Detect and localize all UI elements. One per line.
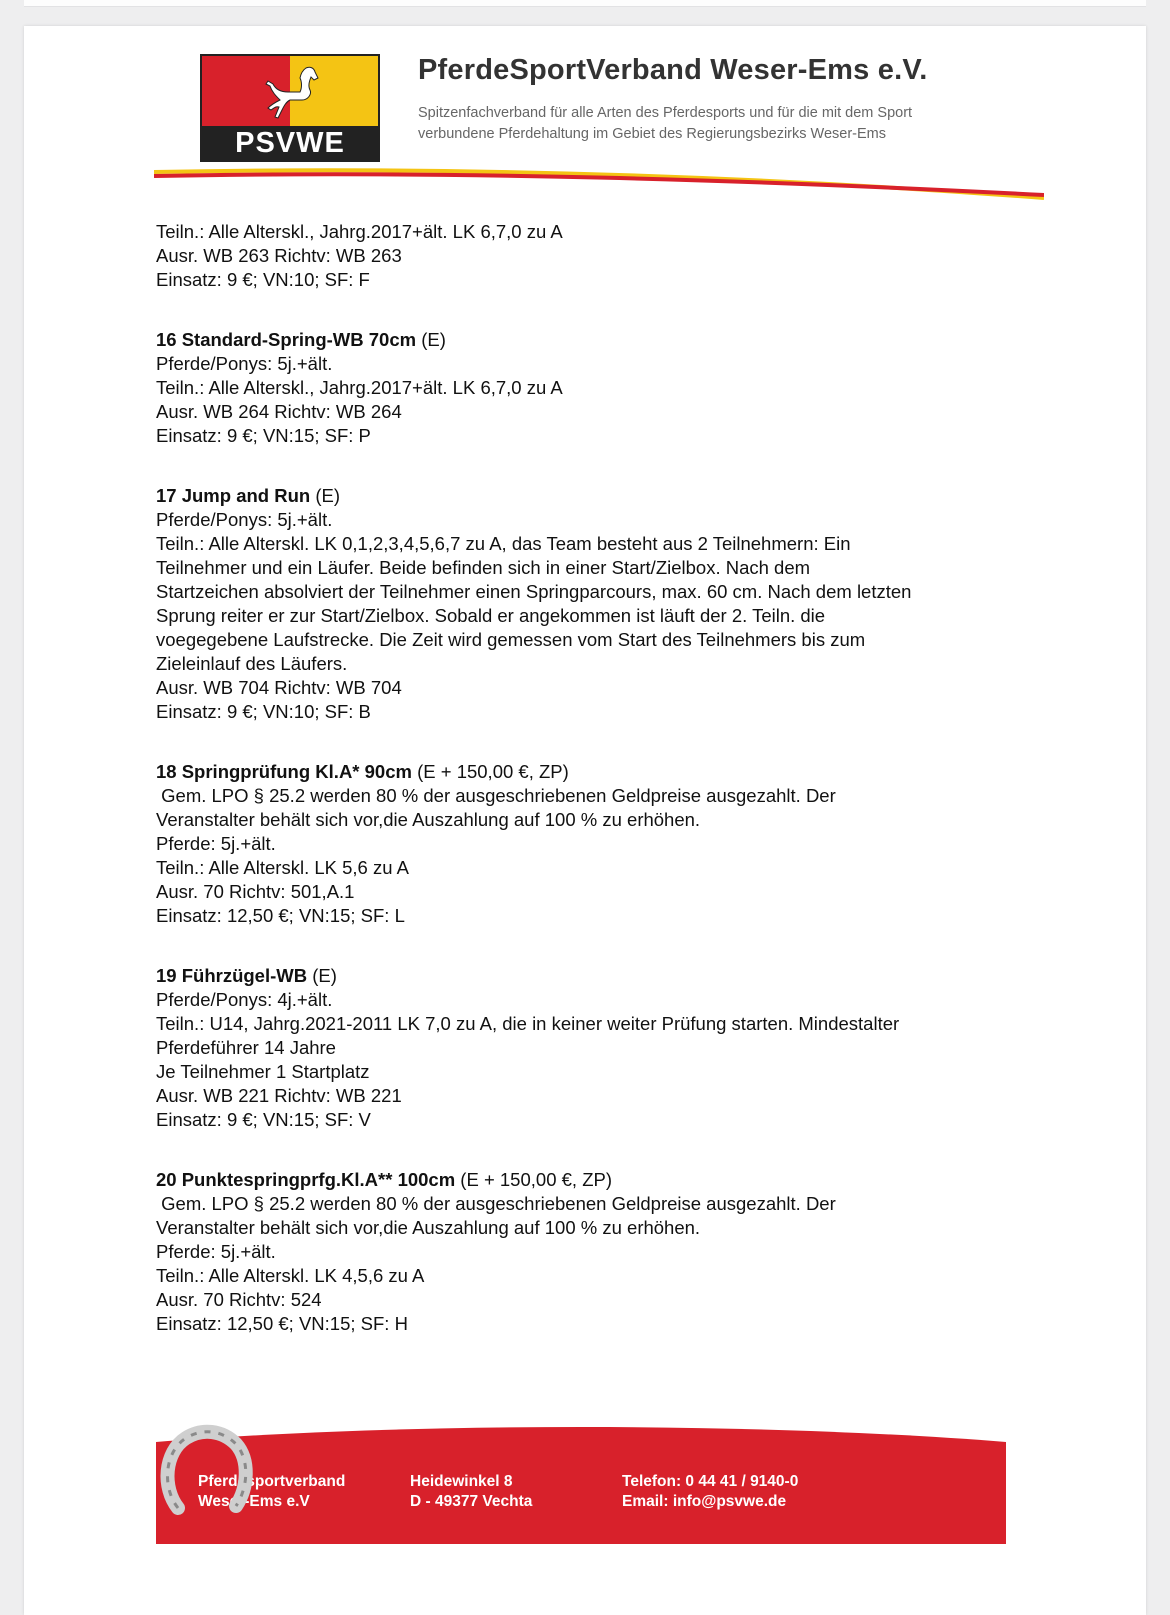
document-page xyxy=(24,26,1146,1615)
event-detail-line: Sprung reiter er zur Start/Zielbox. Sobald er angekommen ist läuft der 2. Teiln. die xyxy=(156,605,826,626)
footer-org-line-2: Weser-Ems e.V xyxy=(198,1493,310,1510)
event-block xyxy=(156,220,1016,292)
event-title-detail: (E) xyxy=(416,329,446,350)
event-detail-line: Einsatz: 9 €; VN:15; SF: V xyxy=(156,1109,371,1130)
event-detail-line: Teiln.: U14, Jahrg.2021-2011 LK 7,0 zu A, die in keiner weiter Prüfung starten. Mindestalter xyxy=(156,1013,900,1034)
event-title-detail: (E) xyxy=(310,485,341,506)
event-detail-line: Pferde/Ponys: 5j.+ält. xyxy=(156,353,333,374)
organization-subtitle: Spitzenfachverband für alle Arten des Pferdesports und für die mit dem Sport verbundene Pferdehaltung im Gebiet des Regierungsbezirks Weser-Ems xyxy=(418,105,913,142)
event-title xyxy=(156,1168,1016,1192)
event-detail-line: Pferde: 5j.+ält. xyxy=(156,833,276,854)
event-detail-line: Einsatz: 12,50 €; VN:15; SF: H xyxy=(156,1313,408,1334)
event-title-detail: (E + 150,00 €, ZP) xyxy=(411,761,569,782)
event-detail-line: Gem. LPO § 25.2 werden 80 % der ausgeschriebenen Geldpreise ausgezahlt. Der xyxy=(156,785,836,806)
event-detail-line: Ausr. 70 Richtv: 524 xyxy=(156,1289,322,1310)
event-block xyxy=(156,484,1016,724)
header-swoosh xyxy=(154,166,1044,206)
horse-icon xyxy=(262,62,324,122)
event-detail-line: voegegebene Laufstrecke. Die Zeit wird gemessen vom Start des Teilnehmers bis zum xyxy=(156,629,866,650)
psvwe-logo xyxy=(200,54,380,162)
event-title xyxy=(156,484,1016,508)
event-title-name: 17 Jump and Run xyxy=(156,485,311,506)
page-footer xyxy=(156,1422,1006,1544)
event-detail-line: Einsatz: 9 €; VN:15; SF: P xyxy=(156,425,371,446)
organization-name: PferdeSportVerband Weser-Ems e.V. xyxy=(418,54,928,86)
event-detail-line: Veranstalter behält sich vor,die Auszahlung auf 100 % zu erhöhen. xyxy=(156,1217,701,1238)
logo-text: PSVWE xyxy=(202,126,378,160)
event-detail-line: Ausr. WB 263 Richtv: WB 263 xyxy=(156,245,402,266)
event-detail-line: Pferde: 5j.+ält. xyxy=(156,1241,276,1262)
event-detail-line: Ausr. 70 Richtv: 501,A.1 xyxy=(156,881,355,902)
footer-org-line-1: Pferdesportverband xyxy=(198,1473,346,1490)
event-title-name: 16 Standard-Spring-WB 70cm xyxy=(156,329,417,350)
event-block xyxy=(156,760,1016,928)
event-detail-line: Zieleinlauf des Läufers. xyxy=(156,653,348,674)
viewer-top-edge xyxy=(24,0,1146,7)
event-title xyxy=(156,964,1016,988)
footer-email: Email: info@psvwe.de xyxy=(622,1493,787,1510)
event-title-detail: (E) xyxy=(307,965,337,986)
horseshoe-icon xyxy=(156,1422,256,1522)
event-title-name: 18 Springprüfung Kl.A* 90cm xyxy=(156,761,412,782)
event-block xyxy=(156,328,1016,448)
event-detail-line: Ausr. WB 221 Richtv: WB 221 xyxy=(156,1085,402,1106)
event-detail-line: Einsatz: 9 €; VN:10; SF: B xyxy=(156,701,371,722)
event-detail-line: Je Teilnehmer 1 Startplatz xyxy=(156,1061,370,1082)
event-detail-line: Einsatz: 12,50 €; VN:15; SF: L xyxy=(156,905,405,926)
event-detail-line: Teiln.: Alle Alterskl. LK 5,6 zu A xyxy=(156,857,409,878)
event-detail-line: Pferde/Ponys: 4j.+ält. xyxy=(156,989,333,1010)
event-detail-line: Teiln.: Alle Alterskl. LK 0,1,2,3,4,5,6,7 zu A, das Team besteht aus 2 Teilnehmern: Ein xyxy=(156,533,851,554)
event-block xyxy=(156,1168,1016,1336)
event-detail-line: Ausr. WB 704 Richtv: WB 704 xyxy=(156,677,402,698)
event-title-name: 20 Punktespringprfg.Kl.A** 100cm xyxy=(156,1169,456,1190)
footer-phone: Telefon: 0 44 41 / 9140-0 xyxy=(622,1473,799,1490)
event-listing xyxy=(156,220,1016,1336)
event-detail-line: Teiln.: Alle Alterskl., Jahrg.2017+ält. LK 6,7,0 zu A xyxy=(156,221,563,242)
event-detail-line: Ausr. WB 264 Richtv: WB 264 xyxy=(156,401,402,422)
event-detail-line: Gem. LPO § 25.2 werden 80 % der ausgeschriebenen Geldpreise ausgezahlt. Der xyxy=(156,1193,836,1214)
event-detail-line: Veranstalter behält sich vor,die Auszahlung auf 100 % zu erhöhen. xyxy=(156,809,701,830)
footer-contact xyxy=(622,1472,798,1512)
event-title xyxy=(156,760,1016,784)
event-title-name: 19 Führzügel-WB xyxy=(156,965,308,986)
event-title-detail: (E + 150,00 €, ZP) xyxy=(455,1169,612,1190)
event-detail-line: Startzeichen absolviert der Teilnehmer einen Springparcours, max. 60 cm. Nach dem letzten xyxy=(156,581,912,602)
event-title xyxy=(156,328,1016,352)
event-detail-line: Teiln.: Alle Alterskl. LK 4,5,6 zu A xyxy=(156,1265,425,1286)
footer-street: Heidewinkel 8 xyxy=(410,1473,513,1490)
event-detail-line: Pferde/Ponys: 5j.+ält. xyxy=(156,509,333,530)
footer-city: D - 49377 Vechta xyxy=(410,1493,533,1510)
event-block xyxy=(156,964,1016,1132)
event-detail-line: Teiln.: Alle Alterskl., Jahrg.2017+ält. LK 6,7,0 zu A xyxy=(156,377,563,398)
event-detail-line: Pferdeführer 14 Jahre xyxy=(156,1037,336,1058)
event-detail-line: Teilnehmer und ein Läufer. Beide befinden sich in einer Start/Zielbox. Nach dem xyxy=(156,557,811,578)
footer-address xyxy=(410,1472,532,1512)
event-detail-line: Einsatz: 9 €; VN:10; SF: F xyxy=(156,269,370,290)
